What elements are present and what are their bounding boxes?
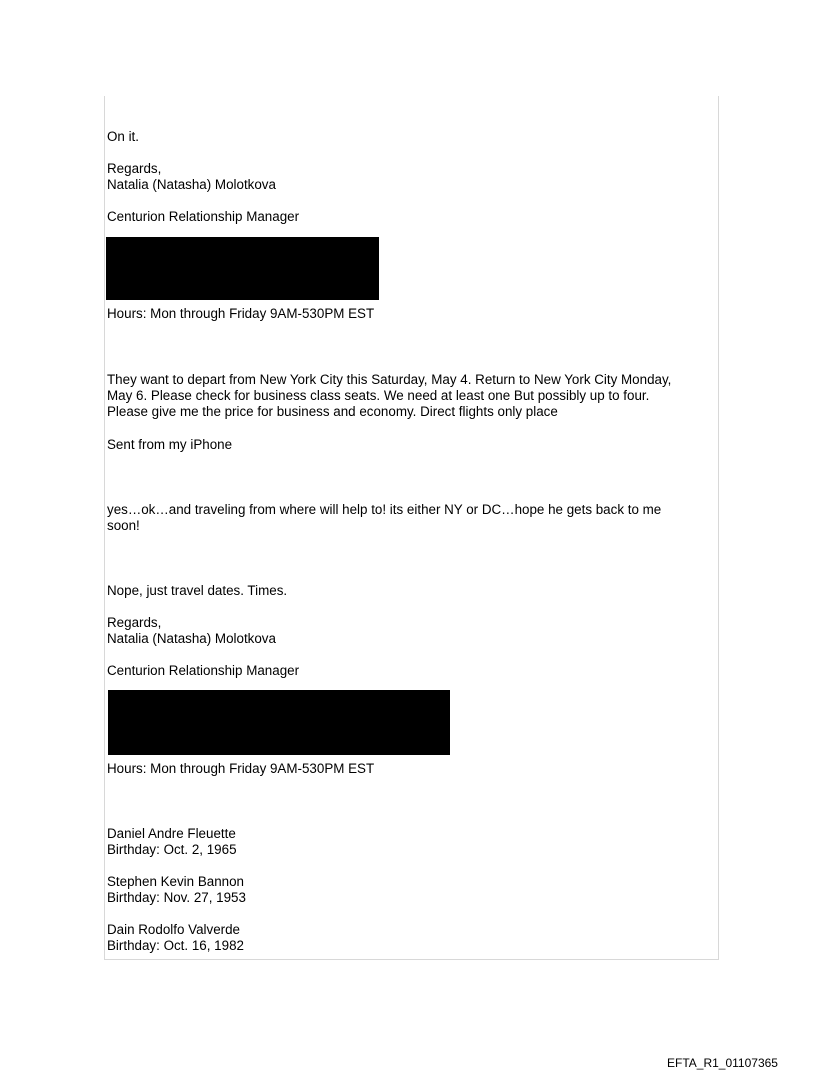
passenger-name: Dain Rodolfo Valverde (107, 922, 240, 937)
message-line: yes…ok…and traveling from where will help to! its either NY or DC…hope he gets back to me (107, 502, 662, 517)
sender-title: Centurion Relationship Manager (107, 209, 300, 224)
message-line: May 6. Please check for business class seats. We need at least one But possibly up to four. (107, 388, 650, 403)
mobile-signature: Sent from my iPhone (107, 437, 233, 452)
redaction-block (106, 237, 379, 300)
sender-name: Natalia (Natasha) Molotkova (107, 631, 276, 646)
regards-text: Regards, (107, 615, 162, 630)
message-line: They want to depart from New York City this Saturday, May 4. Return to New York City Monday, (107, 372, 672, 387)
office-hours: Hours: Mon through Friday 9AM-530PM EST (107, 306, 375, 321)
redaction-block (108, 690, 450, 755)
reply-text: Nope, just travel dates. Times. (107, 583, 288, 598)
passenger-birthday: Birthday: Oct. 16, 1982 (107, 938, 244, 953)
message-line: soon! (107, 518, 140, 533)
passenger-name: Stephen Kevin Bannon (107, 874, 244, 889)
passenger-name: Daniel Andre Fleuette (107, 826, 236, 841)
document-id: EFTA_R1_01107365 (667, 1056, 778, 1070)
passenger-birthday: Birthday: Oct. 2, 1965 (107, 842, 237, 857)
office-hours: Hours: Mon through Friday 9AM-530PM EST (107, 761, 375, 776)
reply-text: On it. (107, 129, 139, 144)
message-line: Please give me the price for business and economy. Direct flights only place (107, 404, 558, 419)
passenger-birthday: Birthday: Nov. 27, 1953 (107, 890, 246, 905)
sender-title: Centurion Relationship Manager (107, 663, 300, 678)
sender-name: Natalia (Natasha) Molotkova (107, 177, 276, 192)
regards-text: Regards, (107, 161, 162, 176)
